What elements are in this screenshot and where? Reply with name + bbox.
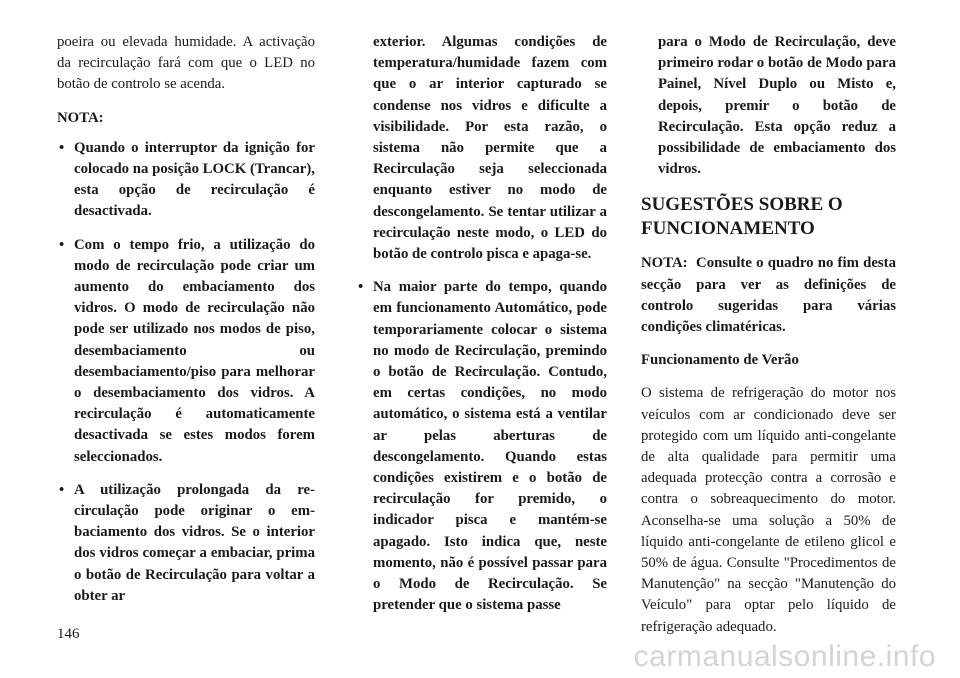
note-label: NOTA: [641, 255, 688, 272]
bullet-item [57, 138, 315, 223]
bullet-text: Com o tempo frio, a utilização do modo de recirculação pode criar um aumento do embaciamento dos vidros. O modo de recirculação não pode ser utilizado nos modos de piso, desembaciamento ou desembaciamento/piso para melhorar o desembaciamento dos vidros. A recirculação é automaticamente desactivada se estes modos forem seleccionados. [74, 236, 315, 465]
bullet-item [57, 235, 315, 468]
summer-paragraph: O sistema de refrigeração do motor nos veículos com ar condicionado deve ser protegido com um líquido anti-congelante de alta qualidade para permitir uma adequada protecção contra a corrosão e contra o sobreaquecimento do motor. Aconselha-se uma solução a 50% de líquido anti-congelante de etileno glicol e 50% de água. Consulte "Procedimentos de Manutenção" na secção "Manutenção do Veículo" para optar pelo líquido de refrigeração adequado. [641, 385, 896, 635]
note-paragraph [641, 253, 896, 338]
subheading: Funcionamento de Verão [641, 352, 799, 369]
bullet-text: Quando o interruptor da ignição for colocado na posição LOCK (Trancar), esta opção de recirculação é desactivada. [74, 139, 315, 220]
bullet-text: A utilização prolongada da recirculação pode originar o embaciamento dos vidros. Se o interior dos vidros começar a embaciar, prima o botão de Recirculação para voltar a obter ar [74, 481, 315, 604]
intro-paragraph: poeira ou elevada humidade. A activação da recirculação fará com que o LED no botão de controlo se acenda. [57, 34, 315, 93]
bullet-list [356, 277, 607, 616]
column-3 [641, 32, 896, 638]
page-number: 146 [57, 626, 80, 642]
watermark: carmanualsonline.info [633, 640, 936, 673]
section-heading: SUGESTÕES SOBRE O FUNCIONAMENTO [641, 194, 843, 240]
bullet-continuation: para o Modo de Recirculação, deve primeiro rodar o botão de Modo para Painel, Nível Duplo ou Misto e, depois, premir o botão de Recirculação. Esta opção reduz a possibilidade de embaciamento dos vidros. [658, 34, 896, 178]
column-2 [356, 32, 607, 616]
bullet-item [356, 277, 607, 616]
bullet-icon: • [59, 236, 65, 253]
bullet-continuation: exterior. Algumas condições de temperatura/humidade fazem com que o ar interior capturado se condense nos vidros e dificulte a visibilidade. Por esta razão, o sistema não permite que a Recirculação seja seleccionada enquanto estiver no modo de descongelamento. Se tentar utilizar a recirculação neste modo, o LED do botão de controlo pisca e apaga-se. [373, 34, 607, 263]
bullet-icon: • [59, 139, 65, 156]
bullet-icon: • [358, 279, 364, 296]
bullet-item [57, 480, 315, 607]
note-label: NOTA: [57, 109, 104, 126]
bullet-text: Na maior parte do tempo, quando em funcionamento Automático, pode temporariamente colocar o sistema no modo de Recirculação, premindo o botão de Recirculação. Contudo, em certas condições, no modo automático, o sistema está a ventilar ar pelas aberturas de descongelamento. Quando estas condições existirem e o botão de recirculação for premido, o indicador pisca e mantém-se apagado. Isto indica que, neste momento, não é possível passar para o Modo de Recirculação. Se pretender que o sistema passe [373, 279, 607, 614]
bullet-list [57, 138, 315, 607]
bullet-icon: • [59, 481, 65, 498]
column-1 [57, 32, 315, 607]
note-text: Consulte o quadro no fim desta secção para ver as definições de controlo sugeridas para várias condições climatéricas. [641, 255, 896, 336]
